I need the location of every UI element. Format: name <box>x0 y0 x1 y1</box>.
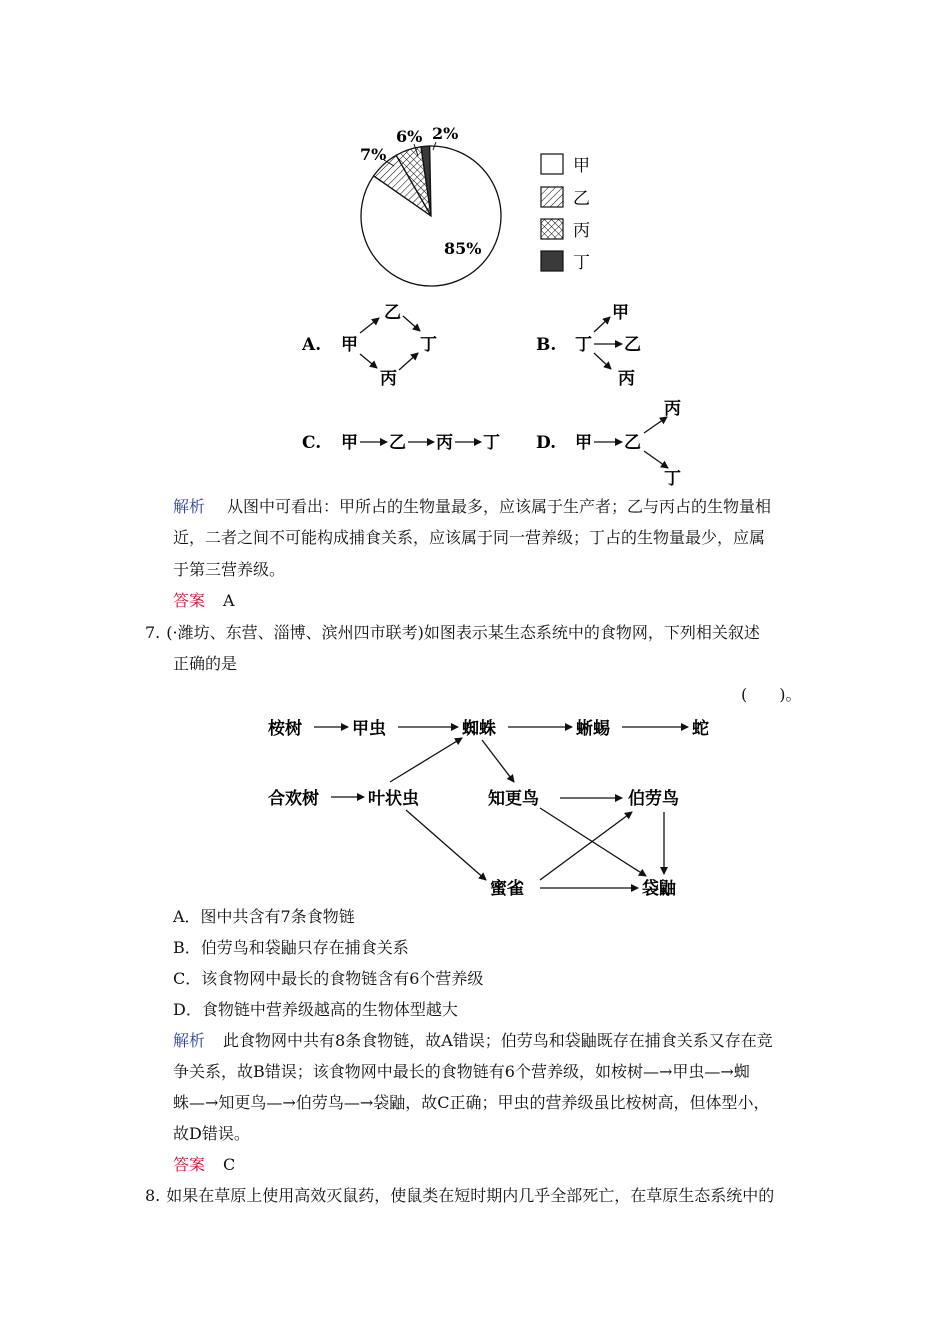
legend-label-bing: 丙 <box>573 221 590 241</box>
q7-answer-paren: ( )。 <box>741 685 802 704</box>
option-d-letter: D. <box>536 433 557 453</box>
pie-value-label-bing: 6% <box>396 127 423 146</box>
edge-miqiao-bolao <box>540 812 632 880</box>
q7-stem-line-2: 正确的是 <box>173 654 238 673</box>
q6-analysis-line-2: 近，二者之间不可能构成捕食关系，应该属于同一营养级；丁占的生物量最少，应属 <box>173 528 766 547</box>
edge-zhigeng-daimei <box>540 808 646 876</box>
node-daimei: 袋鼬 <box>642 879 676 899</box>
q6-analysis-label: 解析 <box>173 497 206 516</box>
node-zhizhu: 蜘蛛 <box>462 719 496 739</box>
option-b-node-jia: 甲 <box>612 303 629 323</box>
pie-value-label-ding: 2% <box>432 124 459 143</box>
option-a-arrow-jia-bing <box>360 354 377 368</box>
node-she: 蛇 <box>692 719 709 739</box>
node-yezhuang: 叶状虫 <box>368 789 419 809</box>
legend-swatch-bing <box>541 219 563 239</box>
q7-option-b: B．伯劳鸟和袋鼬只存在捕食关系 <box>173 938 409 957</box>
legend-label-jia: 甲 <box>573 156 590 176</box>
node-bolao: 伯劳鸟 <box>628 789 679 809</box>
q7-option-c: C．该食物网中最长的食物链含有6个营养级 <box>173 969 484 988</box>
option-c-letter: C. <box>302 433 322 453</box>
q7-stem-line-1: (·潍坊、东营、淄博、滨州四市联考)如图表示某生态系统中的食物网，下列相关叙述 <box>166 623 760 642</box>
q6-options-diagrams <box>0 290 950 490</box>
option-d-node-jia: 甲 <box>575 433 592 453</box>
q7-answer-value: C <box>223 1155 236 1174</box>
option-a-arrow-yi-ding <box>403 316 420 331</box>
option-c-node-ding: 丁 <box>483 433 500 453</box>
node-miqiao: 蜜雀 <box>490 879 524 899</box>
option-d-node-yi: 乙 <box>624 433 641 453</box>
option-b-letter: B. <box>536 335 557 355</box>
option-a-arrow-jia-yi <box>360 318 379 333</box>
q6-analysis-line-1: 从图中可看出：甲所占的生物量最多，应该属于生产者；乙与丙占的生物量相 <box>227 497 772 516</box>
option-a-node-ding: 丁 <box>420 335 437 355</box>
q7-answer-label: 答案 <box>173 1155 206 1174</box>
node-xiyi: 蜥蜴 <box>576 719 610 739</box>
option-b-node-ding: 丁 <box>575 335 592 355</box>
q7-option-d: D．食物链中营养级越高的生物体型越大 <box>173 1000 458 1019</box>
legend-label-yi: 乙 <box>573 189 590 209</box>
option-d-arrow-yi-ding <box>644 451 668 468</box>
option-c-node-bing: 丙 <box>436 433 453 453</box>
q8-stem-line-1: 如果在草原上使用高效灭鼠药，使鼠类在短时期内几乎全部死亡，在草原生态系统中的 <box>166 1186 775 1205</box>
node-anshu: 桉树 <box>268 719 302 739</box>
node-zhigeng: 知更鸟 <box>488 789 539 809</box>
q7-analysis-line-4: 故D错误。 <box>173 1124 250 1143</box>
q7-analysis-line-1: 此食物网中共有8条食物链，故A错误；伯劳鸟和袋鼬既存在捕食关系又存在竞 <box>223 1031 773 1050</box>
option-a-node-yi: 乙 <box>384 303 401 323</box>
pie-chart-figure <box>0 0 950 300</box>
option-b-node-yi: 乙 <box>624 335 641 355</box>
legend-swatch-ding <box>541 251 563 271</box>
edge-yezhuang-miqiao <box>406 810 486 880</box>
option-b-node-bing: 丙 <box>618 369 635 389</box>
option-a-node-bing: 丙 <box>380 369 397 389</box>
q6-answer-value: A <box>223 591 235 610</box>
q7-number: 7. <box>145 623 161 642</box>
option-a-arrow-bing-ding <box>399 353 418 370</box>
q7-option-a: A．图中共含有7条食物链 <box>173 907 355 926</box>
q8-number: 8. <box>145 1186 161 1205</box>
node-jiachong: 甲虫 <box>352 719 386 739</box>
option-b-arrow-ding-bing <box>594 353 611 369</box>
option-c-node-yi: 乙 <box>389 433 406 453</box>
q7-analysis-line-2: 争关系，故B错误；该食物网中最长的食物链有6个营养级，如桉树—→甲虫—→蜘 <box>173 1062 750 1081</box>
edge-yezhuang-zhizhu <box>390 738 462 782</box>
option-b-arrow-ding-jia <box>594 317 610 332</box>
legend-label-ding: 丁 <box>573 253 590 273</box>
option-c-node-jia: 甲 <box>341 433 358 453</box>
food-web-diagram <box>0 700 950 905</box>
option-a-node-jia: 甲 <box>341 335 358 355</box>
option-a-letter: A. <box>302 335 322 355</box>
legend-swatch-yi <box>541 187 563 207</box>
option-d-node-ding: 丁 <box>664 469 681 489</box>
q7-analysis-line-3: 蛛—→知更鸟—→伯劳鸟—→袋鼬，故C正确；甲虫的营养级虽比桉树高，但体型小， <box>173 1093 770 1112</box>
pie-value-label-yi: 7% <box>360 145 387 164</box>
legend-swatch-jia <box>541 154 563 174</box>
edge-zhizhu-zhigeng <box>482 740 514 782</box>
option-d-node-bing: 丙 <box>664 399 681 419</box>
q6-answer-label: 答案 <box>173 591 206 610</box>
pie-value-label-jia: 85% <box>444 239 482 258</box>
q6-analysis-line-3: 于第三营养级。 <box>173 560 286 579</box>
node-hehuan: 合欢树 <box>268 789 319 809</box>
q7-analysis-label: 解析 <box>173 1031 206 1050</box>
option-d-arrow-yi-bing <box>644 417 667 433</box>
